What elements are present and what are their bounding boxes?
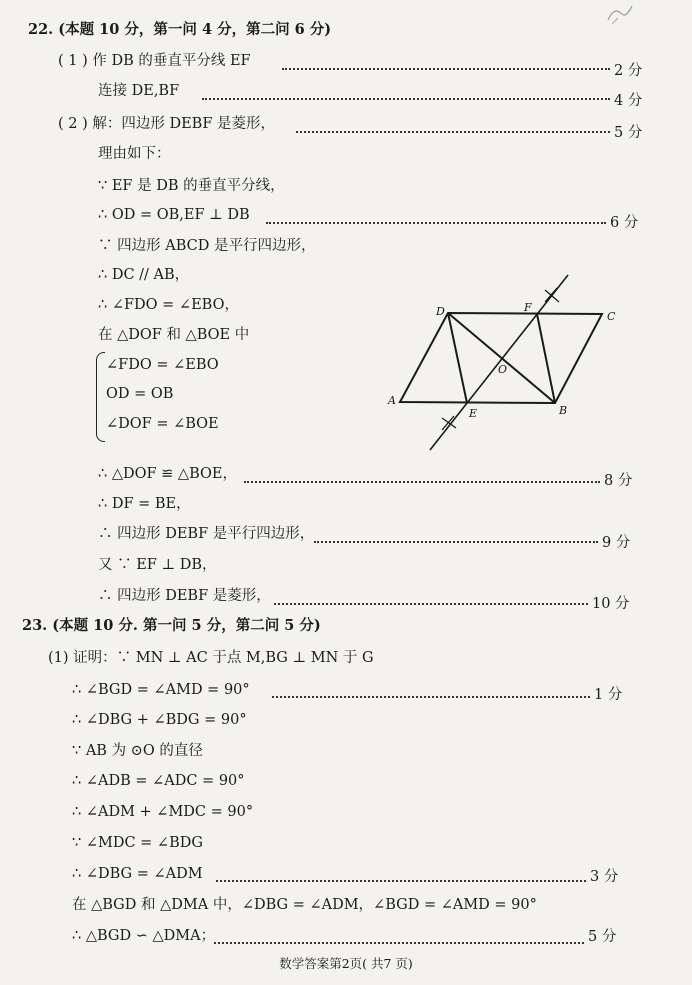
q22-step5: ∴ ∠FDO = ∠EBO， — [98, 297, 239, 313]
q22-step3: ∵ 四边形 ABCD 是平行四边形， — [98, 238, 316, 254]
q23-score1: 1 分 — [594, 687, 623, 703]
q23-line4: ∵ AB 为 ⊙O 的直径 — [72, 743, 203, 759]
q22-step1: ∵ EF 是 DB 的垂直平分线， — [98, 178, 285, 194]
q23-score2: 3 分 — [590, 869, 619, 885]
q22-part2-score1: 5 分 — [614, 125, 643, 141]
label-c: C — [607, 310, 616, 323]
q23-line2: ∴ ∠BGD = ∠AMD = 90° — [72, 682, 250, 698]
system-brace — [96, 352, 105, 442]
dot-leader — [202, 88, 610, 100]
q22-part1-line2: 连接 DE,BF — [98, 83, 180, 99]
q22-step10: 又 ∵ EF ⊥ DB， — [98, 557, 217, 573]
label-e: E — [469, 407, 478, 420]
dot-leader — [244, 471, 600, 483]
dot-leader — [314, 531, 598, 543]
q23-line7: ∵ ∠MDC = ∠BDG — [72, 835, 203, 851]
q22-step9: ∴ 四边形 DEBF 是平行四边形， — [98, 526, 315, 542]
q23-line3: ∴ ∠DBG + ∠BDG = 90° — [72, 712, 247, 728]
q23-score3: 5 分 — [588, 929, 617, 945]
q22-step4: ∴ DC // AB， — [98, 267, 190, 283]
q23-line8: ∴ ∠DBG = ∠ADM — [72, 866, 203, 882]
q23-line1: (1) 证明：∵ MN ⊥ AC 于点 M,BG ⊥ MN 于 G — [48, 650, 374, 666]
q22-system-eq2: OD = OB — [106, 386, 174, 402]
corner-scribble — [600, 0, 640, 30]
q22-step6: 在 △DOF 和 △BOE 中 — [98, 327, 250, 343]
q22-part2-line1: ( 2 ) 解：四边形 DEBF 是菱形， — [58, 116, 276, 132]
q23-line5: ∴ ∠ADB = ∠ADC = 90° — [72, 773, 245, 789]
q22-step11: ∴ 四边形 DEBF 是菱形， — [98, 588, 271, 604]
parallelogram-figure — [385, 268, 625, 458]
dot-leader — [282, 58, 610, 70]
dot-leader — [214, 932, 584, 944]
q22-system-eq1: ∠FDO = ∠EBO — [106, 357, 219, 373]
label-f: F — [524, 301, 532, 314]
q23-header: 23. (本题 10 分. 第一问 5 分，第二问 5 分) — [22, 617, 321, 634]
q22-part1-line1: ( 1 ) 作 DB 的垂直平分线 EF — [58, 53, 251, 69]
q22-step2: ∴ OD = OB,EF ⊥ DB — [98, 207, 250, 223]
q22-part2-score5: 10 分 — [592, 596, 630, 612]
page-footer: 数学答案第2页( 共7 页) — [279, 956, 413, 971]
dot-leader — [274, 593, 588, 605]
dot-leader — [296, 121, 610, 133]
q22-part2-score2: 6 分 — [610, 215, 639, 231]
dot-leader — [266, 212, 606, 224]
arc-mark-bottom — [442, 416, 456, 430]
q22-system-eq3: ∠DOF = ∠BOE — [106, 416, 219, 432]
label-b: B — [559, 404, 568, 417]
q22-step7: ∴ △DOF ≌ △BOE， — [98, 466, 237, 482]
label-o: O — [498, 363, 508, 376]
label-a: A — [388, 394, 396, 407]
q22-part1-score2: 4 分 — [614, 93, 643, 109]
q22-part2-score3: 8 分 — [604, 473, 633, 489]
q22-header: 22. (本题 10 分，第一问 4 分，第二问 6 分) — [28, 21, 332, 38]
q23-line9: 在 △BGD 和 △DMA 中，∠DBG = ∠ADM，∠BGD = ∠AMD = 90° — [72, 897, 537, 913]
q23-line6: ∴ ∠ADM + ∠MDC = 90° — [72, 804, 254, 820]
q22-step8: ∴ DF = BE， — [98, 496, 191, 512]
dot-leader — [272, 686, 590, 698]
label-d: D — [436, 305, 445, 318]
q23-line10: ∴ △BGD ∽ △DMA； — [72, 928, 216, 944]
q22-part2-score4: 9 分 — [602, 535, 631, 551]
dot-leader — [216, 870, 586, 882]
q22-reason: 理由如下： — [98, 146, 171, 162]
q22-part1-score1: 2 分 — [614, 63, 643, 79]
